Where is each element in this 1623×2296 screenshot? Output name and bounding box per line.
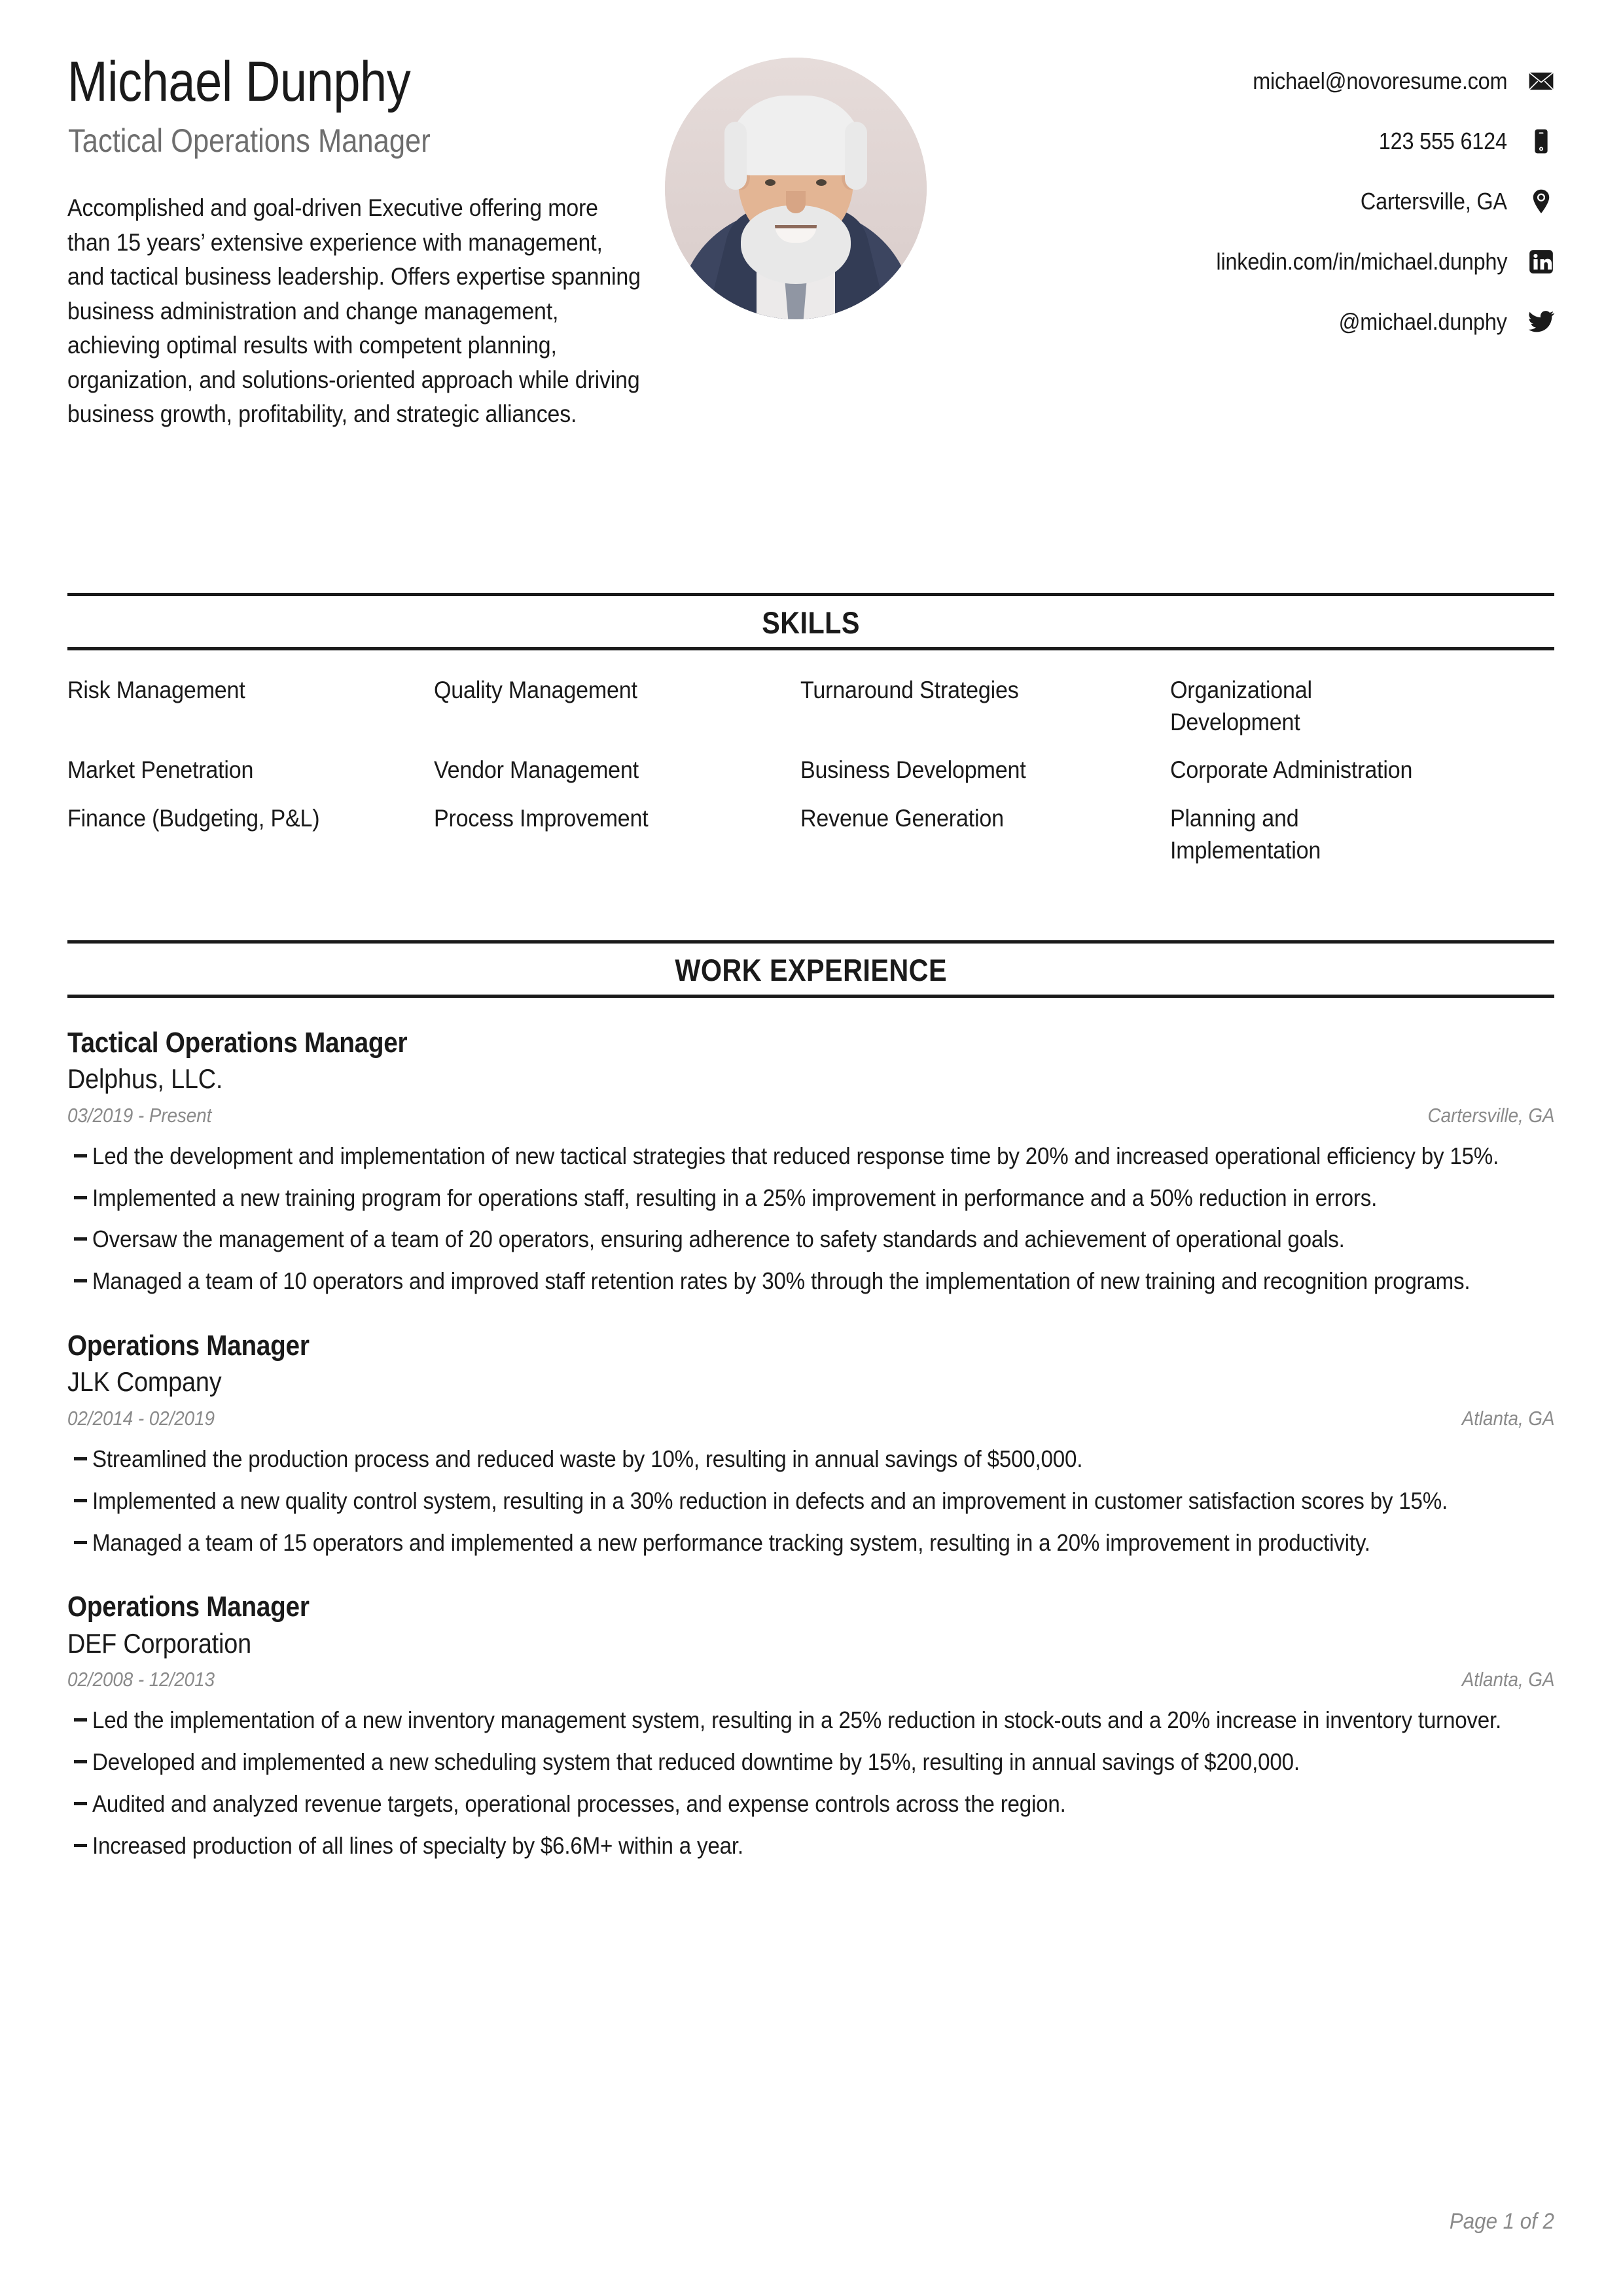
- bullet-dash-icon: [67, 1746, 92, 1763]
- phone-icon: [1527, 127, 1556, 156]
- page-title: [67, 50, 467, 113]
- contact-email-value: michael@novoresume.com: [1252, 67, 1507, 94]
- list-item: [67, 1224, 1554, 1255]
- list-item: [67, 1704, 1554, 1736]
- list-item: [67, 1443, 1554, 1475]
- contact-phone-value-wrap: [1364, 128, 1507, 155]
- bullet-text: Managed a team of 10 operators and improved staff retention rates by 30% through the implementation of new training and recognition programs.: [92, 1267, 1471, 1295]
- job-dates: [67, 1104, 228, 1127]
- avatar-eye-left: [765, 179, 776, 186]
- avatar-nose: [786, 191, 806, 213]
- bullet-dash-icon: [67, 1788, 92, 1805]
- job-location-text: Atlanta, GA: [1461, 1406, 1554, 1430]
- list-item: [67, 1788, 1554, 1820]
- skill-label: Vendor Management: [434, 756, 639, 784]
- contact-location-value: Cartersville, GA: [1361, 188, 1507, 215]
- skill-label: Quality Management: [434, 677, 637, 703]
- bullet-text: Increased production of all lines of specialty by $6.6M+ within a year.: [92, 1831, 743, 1859]
- skill-label: Planning and Implementation: [1170, 804, 1321, 864]
- skill-item: [67, 674, 421, 754]
- bullet-text-wrap: [92, 1182, 1623, 1214]
- skill-item: [434, 674, 787, 754]
- bullet-text: Implemented a new quality control system, resulting in a 30% reduction in defects and an improvement in customer satisfaction scores by 15%.: [92, 1487, 1448, 1514]
- skill-item: [1170, 802, 1366, 882]
- skills-grid: [67, 650, 1554, 882]
- job-title: [67, 1330, 1554, 1362]
- job-title: [67, 1027, 1554, 1059]
- bullet-text-wrap: [92, 1830, 1623, 1862]
- skill-item: [800, 754, 1154, 802]
- bullet-text-wrap: [92, 1788, 1623, 1820]
- contact-row-linkedin[interactable]: [927, 232, 1556, 292]
- job-location-text: Atlanta, GA: [1461, 1668, 1554, 1691]
- contact-list: [927, 51, 1556, 352]
- twitter-icon: [1527, 308, 1556, 336]
- list-item: [67, 1830, 1554, 1862]
- bullet-text-wrap: [92, 1485, 1623, 1517]
- bullet-text: Streamlined the production process and reduced waste by 10%, resulting in annual savings of $500,000.: [92, 1445, 1083, 1472]
- experience-section-heading: [67, 944, 1554, 995]
- skill-label: Business Development: [800, 756, 1026, 784]
- job-bullets: [67, 1704, 1554, 1862]
- skill-item: [800, 674, 1154, 754]
- bullet-text: Oversaw the management of a team of 20 operators, ensuring adherence to safety standards and achievement of operational goals.: [92, 1226, 1345, 1253]
- contact-linkedin-value-wrap: [1184, 248, 1507, 275]
- job-bullets: [67, 1443, 1554, 1559]
- avatar-eye-right: [816, 179, 827, 186]
- job-location: [1452, 1407, 1554, 1430]
- email-icon: [1527, 67, 1556, 96]
- job-meta: [67, 1104, 1554, 1127]
- page-footer: [67, 2209, 1554, 2234]
- bullet-text-wrap: [92, 1443, 1623, 1475]
- job-meta: [67, 1668, 1554, 1691]
- job-company: [67, 1627, 1554, 1660]
- location-icon: [1527, 187, 1556, 216]
- job-company: [67, 1063, 1554, 1095]
- contact-email-value-wrap: [1224, 67, 1507, 95]
- list-item: [67, 1485, 1554, 1517]
- section-rule-bottom: [67, 995, 1554, 998]
- skill-item: [434, 754, 787, 802]
- job-location: [1414, 1104, 1554, 1127]
- job-title-text: Operations Manager: [67, 1591, 310, 1623]
- job-title-text: Tactical Operations Manager: [67, 1027, 408, 1059]
- job-location-text: Cartersville, GA: [1427, 1103, 1554, 1127]
- job-title-text: Operations Manager: [67, 1330, 310, 1362]
- bullet-text: Led the development and implementation of new tactical strategies that reduced response time by 20% and increased operational efficiency by 15%.: [92, 1142, 1499, 1169]
- bullet-text-wrap: [92, 1265, 1623, 1297]
- experience-entry: [67, 1330, 1554, 1558]
- job-meta: [67, 1407, 1554, 1430]
- job-bullets: [67, 1140, 1554, 1298]
- contact-twitter-value: @michael.dunphy: [1338, 308, 1507, 335]
- candidate-headline: [68, 124, 484, 157]
- job-title: [67, 1591, 1554, 1623]
- contact-location-value-wrap: [1344, 188, 1507, 215]
- bullet-text: Led the implementation of a new inventory management system, resulting in a 25% reduction in stock-outs and a 20% increase in inventory turnover.: [92, 1706, 1502, 1734]
- contact-linkedin-value: linkedin.com/in/michael.dunphy: [1216, 248, 1507, 275]
- bullet-text: Developed and implemented a new scheduling system that reduced downtime by 15%, resulting in annual savings of $200,000.: [92, 1748, 1300, 1775]
- skill-item: [67, 754, 421, 802]
- bullet-text-wrap: [92, 1140, 1623, 1172]
- experience-section: [67, 940, 1554, 1872]
- experience-entry: [67, 1027, 1554, 1297]
- bullet-text: Audited and analyzed revenue targets, operational processes, and expense controls across the region.: [92, 1790, 1066, 1817]
- bullet-dash-icon: [67, 1182, 92, 1199]
- avatar: [665, 58, 927, 319]
- resume-header: [0, 0, 1623, 523]
- skill-item: [1170, 674, 1366, 754]
- skill-label: Market Penetration: [67, 756, 254, 784]
- bullet-text-wrap: [92, 1527, 1623, 1559]
- contact-row-email[interactable]: [927, 51, 1556, 111]
- job-dates-text: 02/2008 - 12/2013: [67, 1668, 215, 1691]
- bullet-dash-icon: [67, 1485, 92, 1502]
- contact-row-phone[interactable]: [927, 111, 1556, 171]
- page-indicator: Page 1 of 2: [1449, 2209, 1554, 2234]
- contact-row-twitter[interactable]: [927, 292, 1556, 352]
- experience-section-heading-text: WORK EXPERIENCE: [675, 953, 947, 987]
- linkedin-icon: [1527, 247, 1556, 276]
- bullet-text-wrap: [92, 1704, 1623, 1736]
- skills-section: [67, 593, 1554, 882]
- job-company-text: Delphus, LLC.: [67, 1063, 223, 1095]
- list-item: [67, 1527, 1554, 1559]
- job-location: [1452, 1668, 1554, 1691]
- contact-phone-value: 123 555 6124: [1378, 128, 1507, 154]
- skills-section-heading: [67, 596, 1554, 647]
- experience-entry: [67, 1591, 1554, 1861]
- job-dates-text: 02/2014 - 02/2019: [67, 1406, 215, 1430]
- bullet-dash-icon: [67, 1830, 92, 1847]
- skill-label: Revenue Generation: [800, 804, 1004, 832]
- bullet-text: Managed a team of 15 operators and implemented a new performance tracking system, resulting in a 20% improvement in productivity.: [92, 1528, 1370, 1556]
- bullet-text: Implemented a new training program for operations staff, resulting in a 25% improvement in performance and a 50% reduction in errors.: [92, 1184, 1378, 1211]
- bullet-dash-icon: [67, 1704, 92, 1722]
- skill-label: Process Improvement: [434, 804, 649, 832]
- skill-label: Corporate Administration: [1170, 756, 1413, 784]
- profile-summary: Accomplished and goal-driven Executive offering more than 15 years’ extensive experience with management, and tactical business leadership. Offers expertise spanning business administration and change management, achieving optimal results with competent planning, organization, and solutions-oriented approach while driving business growth, profitability, and strategic alliances.: [67, 194, 641, 428]
- skill-item: [434, 802, 787, 882]
- bullet-dash-icon: [67, 1140, 92, 1157]
- avatar-beard: [741, 205, 851, 284]
- bullet-text-wrap: [92, 1224, 1623, 1255]
- job-company-text: JLK Company: [67, 1366, 222, 1398]
- skill-label: Turnaround Strategies: [800, 677, 1019, 703]
- job-dates: [67, 1668, 231, 1691]
- candidate-name: Michael Dunphy: [67, 50, 411, 113]
- skill-item: [800, 802, 1154, 882]
- skill-label: Finance (Budgeting, P&L): [67, 804, 320, 832]
- list-item: [67, 1265, 1554, 1297]
- list-item: [67, 1182, 1554, 1214]
- bullet-dash-icon: [67, 1527, 92, 1544]
- skill-label: Organizational Development: [1170, 677, 1312, 736]
- list-item: [67, 1746, 1554, 1778]
- job-company: [67, 1366, 1554, 1398]
- skill-item: [1170, 754, 1524, 802]
- candidate-headline-text: Tactical Operations Manager: [68, 122, 431, 159]
- bullet-dash-icon: [67, 1443, 92, 1460]
- bullet-text-wrap: [92, 1746, 1623, 1778]
- job-dates: [67, 1407, 231, 1430]
- job-dates-text: 03/2019 - Present: [67, 1103, 212, 1127]
- skill-label: Risk Management: [67, 677, 245, 703]
- contact-row-location[interactable]: [927, 171, 1556, 232]
- skill-item: [67, 802, 421, 882]
- job-company-text: DEF Corporation: [67, 1627, 251, 1659]
- skills-section-heading-text: SKILLS: [762, 605, 860, 640]
- bullet-dash-icon: [67, 1265, 92, 1282]
- contact-twitter-value-wrap: [1320, 308, 1507, 336]
- list-item: [67, 1140, 1554, 1172]
- bullet-dash-icon: [67, 1224, 92, 1241]
